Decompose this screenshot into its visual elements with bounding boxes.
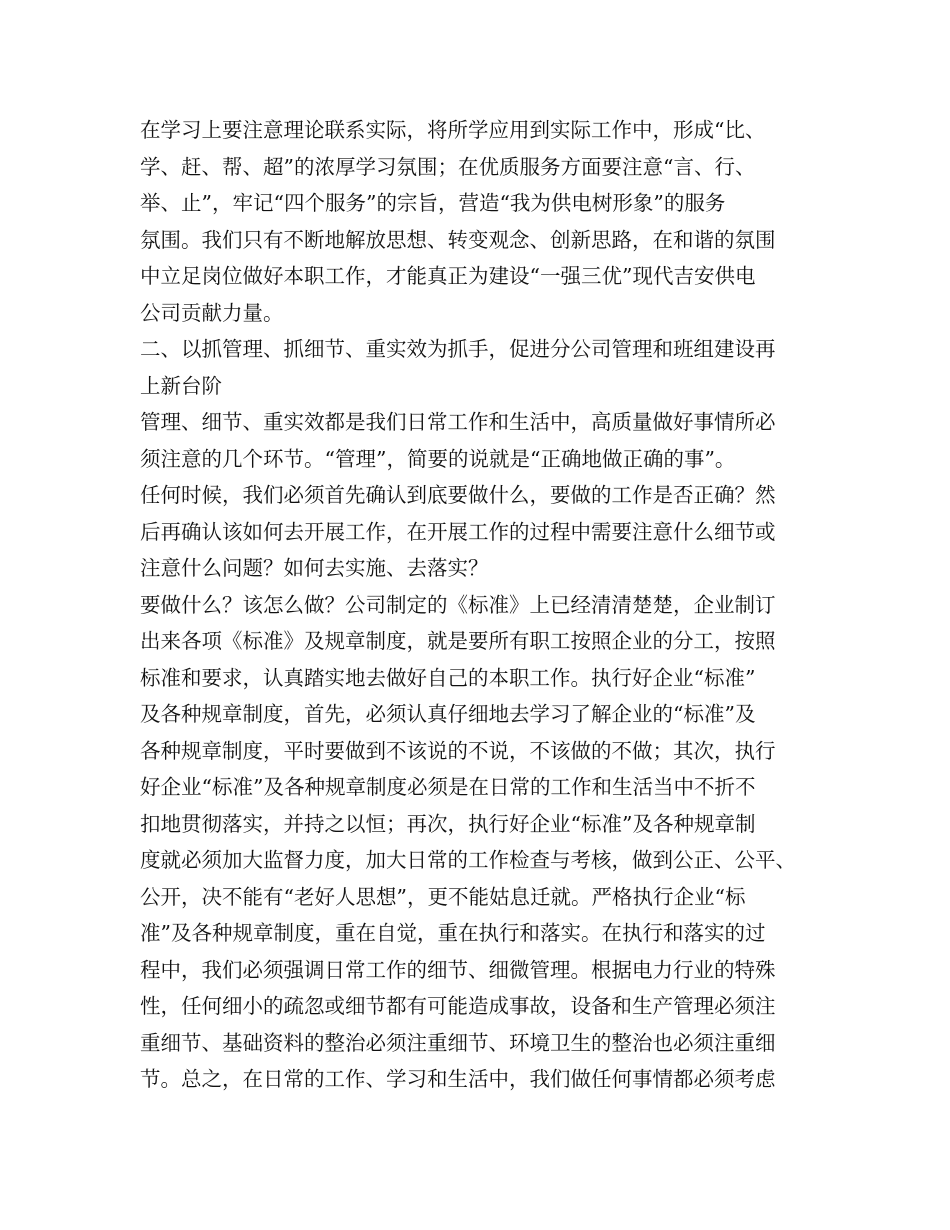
document-body (140, 112, 830, 1098)
section-heading-line: 上新台阶 (140, 373, 222, 398)
text-line: 须注意的几个环节。“管理”，简要的说就是“正确地做正确的事”。 (140, 446, 736, 471)
text-line: 要做什么？该怎么做？公司制定的《标准》上已经清清楚楚，企业制订 (140, 592, 776, 617)
text-line: 学、赶、帮、超”的浓厚学习氛围；在优质服务方面要注意“言、行、 (140, 154, 756, 179)
text-line: 及各种规章制度，首先，必须认真仔细地去学习了解企业的“标准”及 (140, 702, 756, 726)
text-line: 性，任何细小的疏忽或细节都有可能造成事故，设备和生产管理必须注 (140, 994, 776, 1018)
text-line: 举、止”，牢记“四个服务”的宗旨，营造“我为供电树形象”的服务 (140, 191, 726, 215)
text-line: 在学习上要注意理论联系实际，将所学应用到实际工作中，形成“比、 (140, 118, 766, 142)
text-line: 中立足岗位做好本职工作，才能真正为建设“一强三优”现代吉安供电 (140, 264, 756, 288)
text-line: 标准和要求，认真踏实地去做好自己的本职工作。执行好企业“标准” (140, 665, 756, 690)
text-line: 程中，我们必须强调日常工作的细节、细微管理。根据电力行业的特殊 (140, 957, 776, 982)
text-line: 重细节、基础资料的整治必须注重细节、环境卫生的整治也必须注重细 (140, 1030, 776, 1055)
text-line: 后再确认该如何去开展工作，在开展工作的过程中需要注意什么细节或 (140, 519, 776, 544)
text-line: 氛围。我们只有不断地解放思想、转变观念、创新思路，在和谐的氛围 (140, 227, 776, 252)
text-line: 好企业“标准”及各种规章制度必须是在日常的工作和生活当中不折不 (140, 775, 756, 799)
text-line: 出来各项《标准》及规章制度，就是要所有职工按照企业的分工，按照 (140, 629, 776, 653)
text-line: 扣地贯彻落实，并持之以恒；再次，执行好企业“标准”及各种规章制 (140, 811, 756, 836)
text-line: 公司贡献力量。 (140, 300, 284, 325)
text-line: 度就必须加大监督力度，加大日常的工作检查与考核，做到公正、公平、 (140, 848, 796, 872)
text-line: 任何时候，我们必须首先确认到底要做什么，要做的工作是否正确？然 (140, 483, 776, 507)
text-line: 节。总之，在日常的工作、学习和生活中，我们做任何事情都必须考虑 (140, 1067, 776, 1091)
text-line: 准”及各种规章制度，重在自觉，重在执行和落实。在执行和落实的过 (140, 921, 766, 945)
text-line: 公开，决不能有“老好人思想”，更不能姑息迁就。严格执行企业“标 (140, 884, 746, 909)
section-heading-line: 二、以抓管理、抓细节、重实效为抓手，促进分公司管理和班组建设再 (140, 337, 776, 361)
text-line: 注意什么问题？如何去实施、去落实？ (140, 556, 489, 580)
text-line: 管理、细节、重实效都是我们日常工作和生活中，高质量做好事情所必 (140, 410, 776, 434)
text-line: 各种规章制度，平时要做到不该说的不说，不该做的不做；其次，执行 (140, 738, 776, 763)
